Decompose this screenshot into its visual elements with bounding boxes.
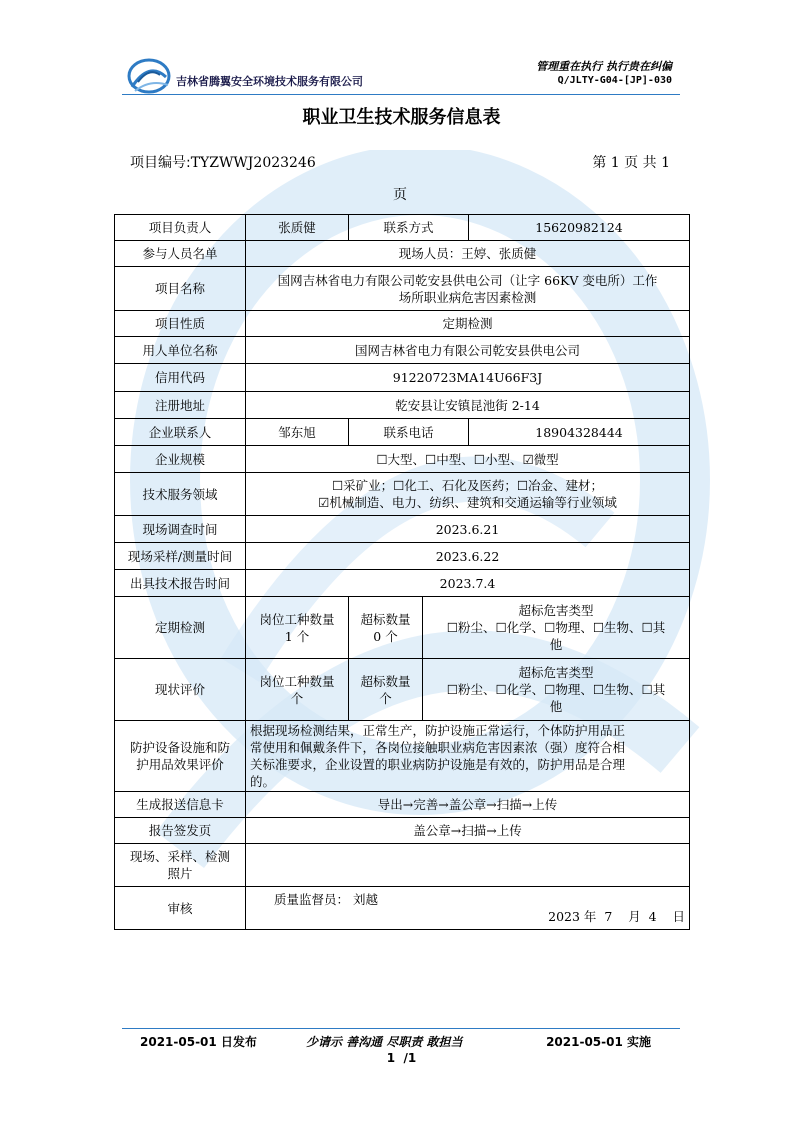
cell-label: 注册地址 <box>115 392 246 419</box>
cell-label: 现场采样/测量时间 <box>115 543 246 570</box>
review-cell <box>246 887 690 930</box>
protection-text-line: 根据现场检测结果，正常生产，防护设施正常运行，个体防护用品正 <box>250 723 626 738</box>
cell-value <box>423 659 690 721</box>
hazard-type-options: ☐粉尘、☐化学、☐物理、☐生物、☐其 <box>446 620 666 635</box>
table-row <box>115 311 690 337</box>
cell-value: 导出→完善→盖公章→扫描→上传 <box>246 792 690 818</box>
supervisor-name: 刘越 <box>353 892 379 907</box>
service-field-line: ☐采矿业；☐化工、石化及医药；☐冶金、建材； <box>331 478 604 493</box>
cell-label: 定期检测 <box>115 597 246 659</box>
table-row <box>115 792 690 818</box>
cell-value: 2023.6.21 <box>246 516 690 543</box>
cell-label: 项目性质 <box>115 311 246 337</box>
cell-value: 定期检测 <box>246 311 690 337</box>
service-info-table <box>114 214 690 930</box>
hazard-type-options: ☐粉尘、☐化学、☐物理、☐生物、☐其 <box>446 682 666 697</box>
table-row <box>115 659 690 721</box>
cell-label: 企业联系人 <box>115 419 246 446</box>
table-row <box>115 215 690 241</box>
company-name: 吉林省腾翼安全环境技术服务有限公司 <box>176 75 363 88</box>
cell-label: 项目名称 <box>115 267 246 311</box>
photos-label-line: 现场、采样、检测 <box>129 849 230 864</box>
posts-count-label: 岗位工种数量 <box>259 673 335 689</box>
cell-value: 张质健 <box>246 215 349 241</box>
cell-label: 项目负责人 <box>115 215 246 241</box>
cell-value <box>423 597 690 659</box>
cell-label: 审核 <box>115 887 246 930</box>
table-row <box>115 844 690 887</box>
cell-label: 信用代码 <box>115 364 246 392</box>
hazard-type-options: 他 <box>549 699 563 714</box>
table-row <box>115 364 690 392</box>
protection-label-line: 防护设备设施和防 <box>129 740 230 755</box>
cell-value: 2023.6.22 <box>246 543 690 570</box>
page-info-wrap: 页 <box>393 187 407 203</box>
cell-label: 报告签发页 <box>115 818 246 844</box>
page-info-word: 第 <box>592 155 607 171</box>
protection-text-line: 的。 <box>250 774 276 789</box>
table-row <box>115 721 690 792</box>
header-divider <box>122 94 680 95</box>
supervisor-line <box>250 891 685 908</box>
cell-label: 技术服务领域 <box>115 473 246 516</box>
hazard-type-title: 超标危害类型 <box>518 665 594 680</box>
footer-divider <box>122 1028 680 1029</box>
cell-value: 91220723MA14U66F3J <box>246 364 690 392</box>
table-row <box>115 419 690 446</box>
document-title: 职业卫生技术服务信息表 <box>302 107 501 128</box>
cell-value <box>246 721 690 792</box>
table-row <box>115 241 690 267</box>
exceed-count-value: 0 个 <box>373 628 398 644</box>
posts-count-label: 岗位工种数量 <box>259 611 335 627</box>
service-field-line: ☑机械制造、电力、纺织、建筑和交通运输等行业领域 <box>318 495 617 510</box>
cell-label: 联系电话 <box>349 419 469 446</box>
cell-value: 国网吉林省电力有限公司乾安县供电公司 <box>246 337 690 364</box>
cell-label <box>115 721 246 792</box>
protection-text-line: 关标准要求，企业设置的职业病防护设施是有效的，防护用品是合理 <box>250 757 626 772</box>
cell-value: 15620982124 <box>469 215 690 241</box>
table-row <box>115 446 690 473</box>
project-number <box>130 152 316 172</box>
project-number-value: TYZWWJ2023246 <box>190 155 316 171</box>
cell-label: 现状评价 <box>115 659 246 721</box>
protection-text-line: 常使用和佩戴条件下，各岗位接触职业病危害因素浓（强）度符合相 <box>250 740 626 755</box>
hazard-type-options: 他 <box>549 637 563 652</box>
posts-count-value: 个 <box>290 690 304 706</box>
exceed-count-value: 个 <box>379 690 392 706</box>
supervisor-label: 质量监督员： <box>274 892 350 907</box>
footer-page-number: 1 /1 <box>386 1051 417 1065</box>
table-row <box>115 267 690 311</box>
cell-label: 用人单位名称 <box>115 337 246 364</box>
project-number-label: 项目编号: <box>130 155 191 171</box>
review-date: 2023 年 7 月 4 日 <box>548 909 686 924</box>
page-info-word: 共 <box>642 155 657 171</box>
cell-label: 联系方式 <box>349 215 469 241</box>
protection-label-line: 护用品效果评价 <box>136 757 224 772</box>
photos-label-line: 照片 <box>167 866 193 881</box>
hazard-type-title: 超标危害类型 <box>518 603 594 618</box>
cell-value <box>349 597 423 659</box>
page-info-total: 1 <box>661 155 670 171</box>
page-info-word: 页 <box>624 155 639 171</box>
cell-label: 出具技术报告时间 <box>115 570 246 597</box>
table-row <box>115 392 690 419</box>
table-row <box>115 887 690 930</box>
cell-value <box>246 659 349 721</box>
cell-value: 邹东旭 <box>246 419 349 446</box>
cell-value <box>246 597 349 659</box>
exceed-count-label: 超标数量 <box>360 611 411 627</box>
cell-value <box>246 267 690 311</box>
table-row <box>115 337 690 364</box>
cell-value: 2023.7.4 <box>246 570 690 597</box>
cell-label: 参与人员名单 <box>115 241 246 267</box>
photos-cell <box>246 844 690 887</box>
cell-value: 18904328444 <box>469 419 690 446</box>
footer-effective-date: 2021-05-01 实施 <box>546 1035 651 1049</box>
table-row <box>115 543 690 570</box>
exceed-count-label: 超标数量 <box>360 673 411 689</box>
cell-value <box>246 473 690 516</box>
posts-count-value: 1 个 <box>284 628 310 644</box>
cell-value <box>349 659 423 721</box>
table-row <box>115 473 690 516</box>
cell-value: 盖公章→扫描→上传 <box>246 818 690 844</box>
footer-release-date: 2021-05-01 日发布 <box>140 1035 257 1049</box>
table-row <box>115 570 690 597</box>
page-info <box>592 152 670 172</box>
cell-value: 现场人员：王婷、张质健 <box>246 241 690 267</box>
table-row <box>115 818 690 844</box>
project-name-line: 场所职业病危害因素检测 <box>398 289 537 305</box>
cell-label: 企业规模 <box>115 446 246 473</box>
document-code: Q/JLTY-G04-[JP]-030 <box>557 75 672 86</box>
footer-slogan: 少请示 善沟通 尽职责 敢担当 <box>306 1035 463 1049</box>
cell-label <box>115 844 246 887</box>
table-row <box>115 597 690 659</box>
cell-value: ☐大型、☐中型、☐小型、☑微型 <box>246 446 690 473</box>
cell-value: 乾安县让安镇昆池街 2-14 <box>246 392 690 419</box>
company-logo-icon <box>126 55 172 95</box>
project-name-line: 国网吉林省电力有限公司乾安县供电公司（让字 66KV 变电所）工作 <box>277 272 658 288</box>
table-row <box>115 516 690 543</box>
header-motto: 管理重在执行 执行贵在纠偏 <box>536 60 672 73</box>
page-info-current: 1 <box>610 155 620 171</box>
cell-label: 现场调查时间 <box>115 516 246 543</box>
cell-label: 生成报送信息卡 <box>115 792 246 818</box>
